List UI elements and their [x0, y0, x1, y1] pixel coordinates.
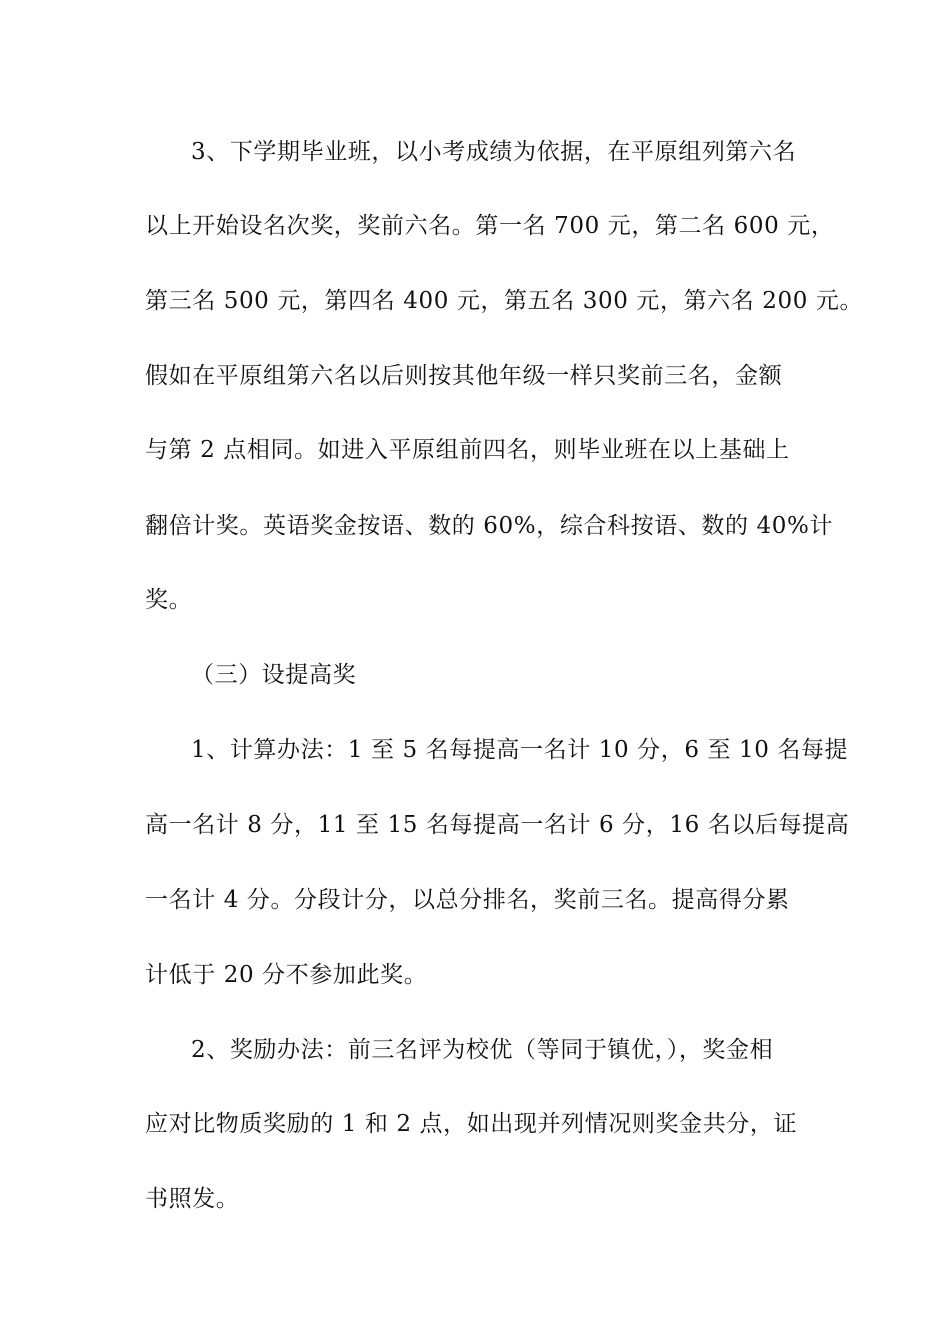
- paragraph-line: 应对比物质奖励的 1 和 2 点，如出现并列情况则奖金共分，证: [145, 1111, 798, 1137]
- section-heading: （三）设提高奖: [191, 662, 357, 688]
- paragraph-line: 2、奖励办法：前三名评为校优（等同于镇优，），奖金相: [191, 1037, 774, 1063]
- paragraph-line: 书照发。: [145, 1186, 240, 1212]
- paragraph-line: 奖。: [145, 587, 193, 613]
- paragraph-line: 以上开始设名次奖，奖前六名。第一名 700 元，第二名 600 元，: [145, 213, 835, 239]
- paragraph-line: 假如在平原组第六名以后则按其他年级一样只奖前三名，金额: [145, 363, 783, 389]
- paragraph-line: 1、计算办法：1 至 5 名每提高一名计 10 分，6 至 10 名每提: [191, 737, 849, 763]
- paragraph-line: 一名计 4 分。分段计分，以总分排名，奖前三名。提高得分累: [145, 887, 790, 913]
- paragraph-line: 与第 2 点相同。如进入平原组前四名，则毕业班在以上基础上: [145, 437, 790, 463]
- paragraph-line: 计低于 20 分不参加此奖。: [145, 962, 428, 988]
- paragraph-line: 翻倍计奖。英语奖金按语、数的 60%，综合科按语、数的 40%计: [145, 513, 834, 539]
- paragraph-line: 高一名计 8 分，11 至 15 名每提高一名计 6 分，16 名以后每提高: [145, 812, 850, 838]
- paragraph-line: 3、下学期毕业班，以小考成绩为依据，在平原组列第六名: [191, 139, 797, 165]
- paragraph-line: 第三名 500 元，第四名 400 元，第五名 300 元，第六名 200 元。: [145, 288, 864, 314]
